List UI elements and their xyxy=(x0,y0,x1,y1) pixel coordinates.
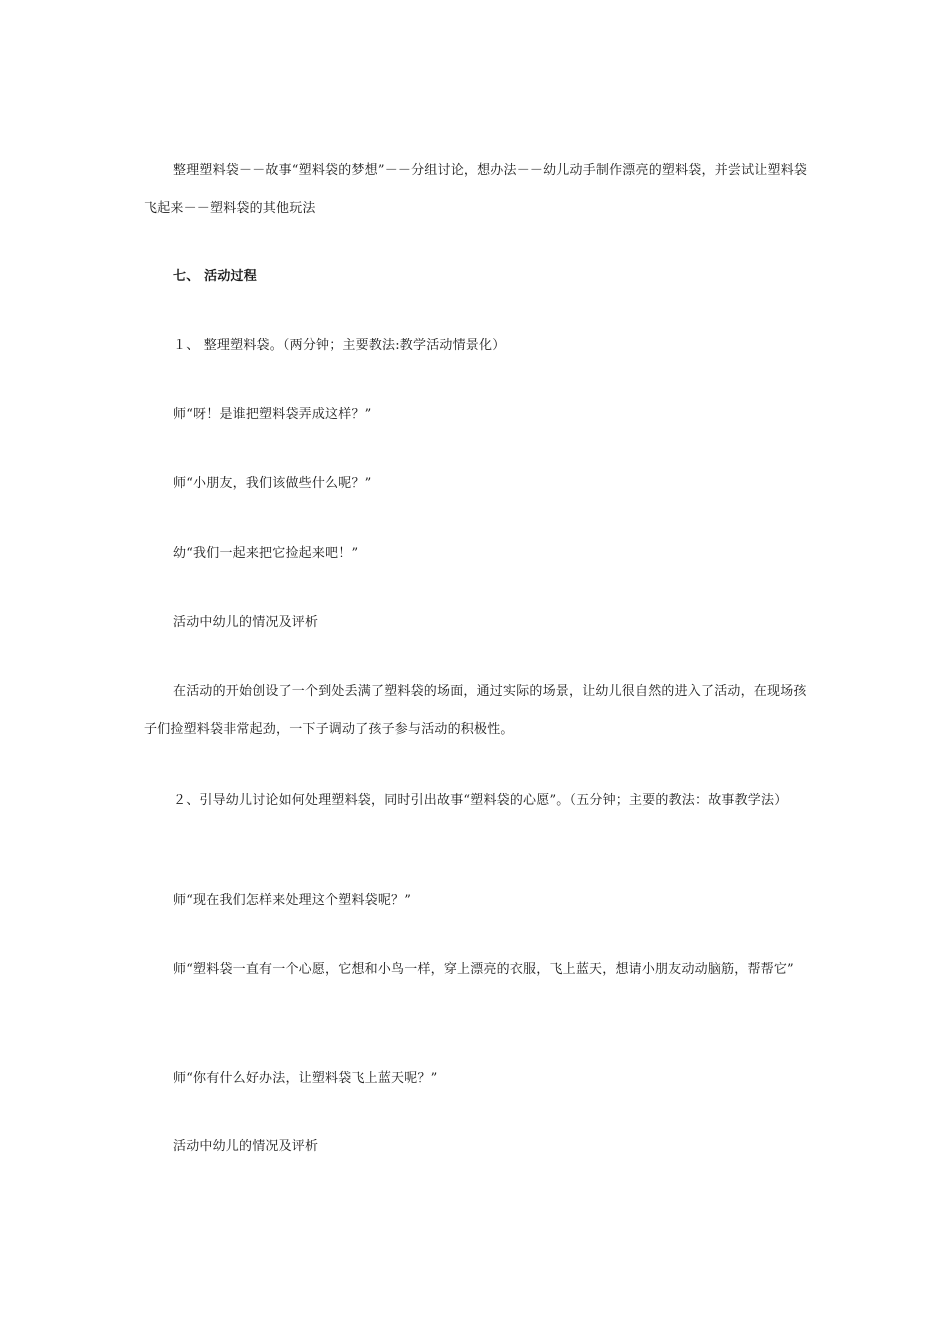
dialogue-teacher-4: 师“塑料袋一直有一个心愿，它想和小鸟一样，穿上漂亮的衣服，飞上蓝天，想请小朋友动动脑筋，帮帮它” xyxy=(173,962,794,977)
dialogue-teacher-3: 师“现在我们怎样来处理这个塑料袋呢？” xyxy=(173,893,412,908)
dialogue-child-1: 幼“我们一起来把它捡起来吧！” xyxy=(173,546,359,561)
section-heading-activity-process: 七、 活动过程 xyxy=(173,269,257,284)
evaluation-label-2: 活动中幼儿的情况及评析 xyxy=(173,1139,319,1154)
step-2-heading: ２、引导幼儿讨论如何处理塑料袋，同时引出故事“塑料袋的心愿”。（五分钟；主要的教法：故事教学法） xyxy=(173,793,788,808)
evaluation-label-1: 活动中幼儿的情况及评析 xyxy=(173,615,319,630)
dialogue-teacher-1: 师“呀！是谁把塑料袋弄成这样？” xyxy=(173,407,372,422)
dialogue-teacher-5: 师“你有什么好办法，让塑料袋飞上蓝天呢？” xyxy=(173,1071,438,1086)
dialogue-teacher-2: 师“小朋友，我们该做些什么呢？” xyxy=(173,476,372,491)
paragraph-activity-flow: 整理塑料袋－－故事“塑料袋的梦想”－－分组讨论，想办法－－幼儿动手制作漂亮的塑料袋，并尝试让塑料袋飞起来－－塑料袋的其他玩法 xyxy=(144,163,808,216)
step-1-heading: １、 整理塑料袋。（两分钟；主要教法:教学活动情景化） xyxy=(173,338,506,353)
evaluation-paragraph-1: 在活动的开始创设了一个到处丢满了塑料袋的场面，通过实际的场景，让幼儿很自然的进入了活动，在现场孩子们捡塑料袋非常起劲，一下子调动了孩子参与活动的积极性。 xyxy=(144,684,807,737)
